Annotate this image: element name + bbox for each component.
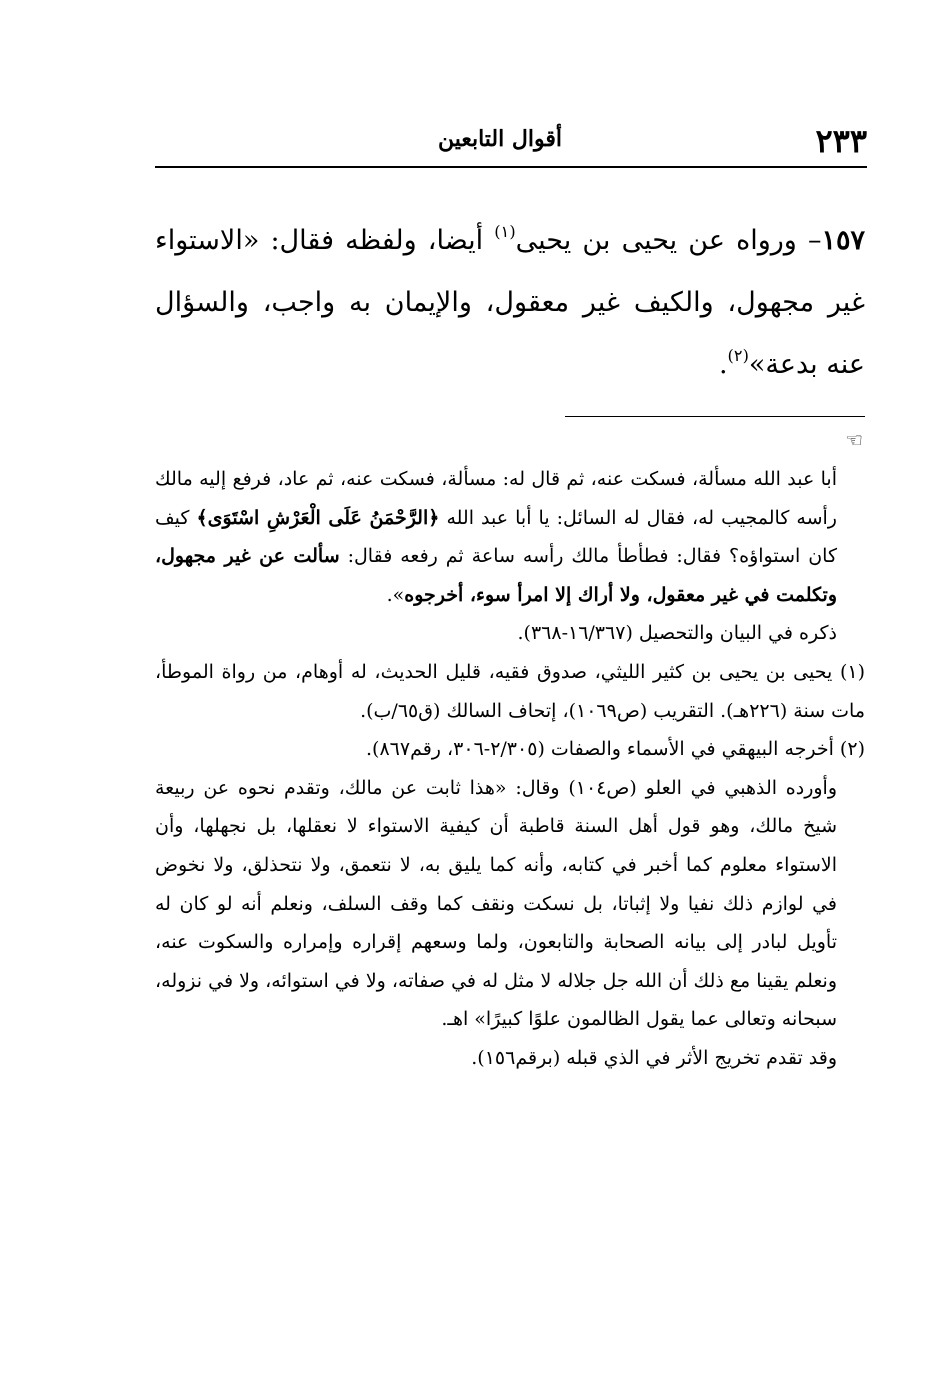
footnote-2: (٢) أخرجه البيهقي في الأسماء والصفات (٢/٣٠٥-٣٠٦، رقم٨٦٧).	[366, 738, 865, 761]
footnote-final: وقد تقدم تخريج الأثر في الذي قبله (برقم١٥٦).	[471, 1046, 837, 1069]
main-text-part-2: أيضا، ولفظه فقال: «الاستواء غير مجهول، والكيف غير معقول، والإيمان به واجب، والسؤال عنه بدعة»	[155, 225, 865, 380]
page-number: ٢٣٣	[815, 122, 867, 160]
quran-verse: ﴿الرَّحْمَنُ عَلَى الْعَرْشِ اسْتَوَى﴾	[196, 506, 440, 529]
continued-marker-icon: ☜	[845, 428, 863, 452]
footnote-ref-2: (٢)	[727, 346, 749, 365]
footnote-continuation	[155, 460, 865, 614]
main-text-part-1: – ورواه عن يحيى بن يحيى	[515, 225, 822, 256]
footnote-source: ذكره في البيان والتحصيل (١٦/٣٦٧-٣٦٨).	[517, 622, 837, 645]
main-text-end: .	[718, 349, 728, 380]
main-text	[155, 210, 865, 396]
continuation-text-2: كيف كان استواؤه؟ فقال: فطأطأ مالك رأسه ساعة ثم رفعه فقال:	[155, 506, 838, 568]
footnote-separator	[565, 416, 865, 417]
footnote-ref-1: (١)	[494, 222, 516, 241]
continuation-text-1: أبا عبد الله مسألة، فسكت عنه، ثم قال له: مسألة، فسكت عنه، ثم عاد، فرفع إليه مالك رأسه كالمجيب له، فقال له السائل: يا أبا عبد الله	[155, 468, 837, 529]
page-header	[155, 122, 867, 168]
footnote-1: (١) يحيى بن يحيى بن كثير الليثي، صدوق فقيه، قليل الحديث، له أوهام، من رواة الموطأ، مات سنة (٢٢٦هـ). التقريب (ص١٠٦٩)، إتحاف السالك (ق٦٥/ب).	[155, 660, 865, 722]
header-rule	[155, 166, 867, 168]
footnote-2-continuation: وأورده الذهبي في العلو (ص١٠٤) وقال: «هذا ثابت عن مالك، وتقدم نحوه عن ربيعة شيخ مالك، وهو قول أهل السنة قاطبة أن كيفية الاستواء لا نعقلها، بل نجهلها، وأن الاستواء معلوم كما أخبر في كتابه، وأنه كما يليق به، لا نتعمق، ولا نتحذلق، ولا نخوض في لوازم ذلك نفيا ولا إثباتا، بل نسكت ونقف كما وقف السلف، ونعلم أنه لو كان له تأويل لبادر إلى بيانه الصحابة والتابعون، ولما وسعهم إقراره وإمراره والسكوت عنه، ونعلم يقينا مع ذلك أن الله جل جلاله لا مثل له في صفاته، ولا في استوائه، ولا في نزوله، سبحانه وتعالى عما يقول الظالمون علوًا كبيرًا» اهـ.	[155, 776, 838, 1031]
continuation-text-3: ».	[386, 583, 405, 606]
footnotes	[155, 460, 865, 1078]
item-number: ١٥٧	[821, 225, 865, 256]
malik-quote: سألت عن غير مجهول، وتكلمت في غير معقول، ولا أراك إلا امرأ سوء، أخرجوه	[155, 545, 837, 606]
running-title: أقوال التابعين	[437, 126, 562, 152]
